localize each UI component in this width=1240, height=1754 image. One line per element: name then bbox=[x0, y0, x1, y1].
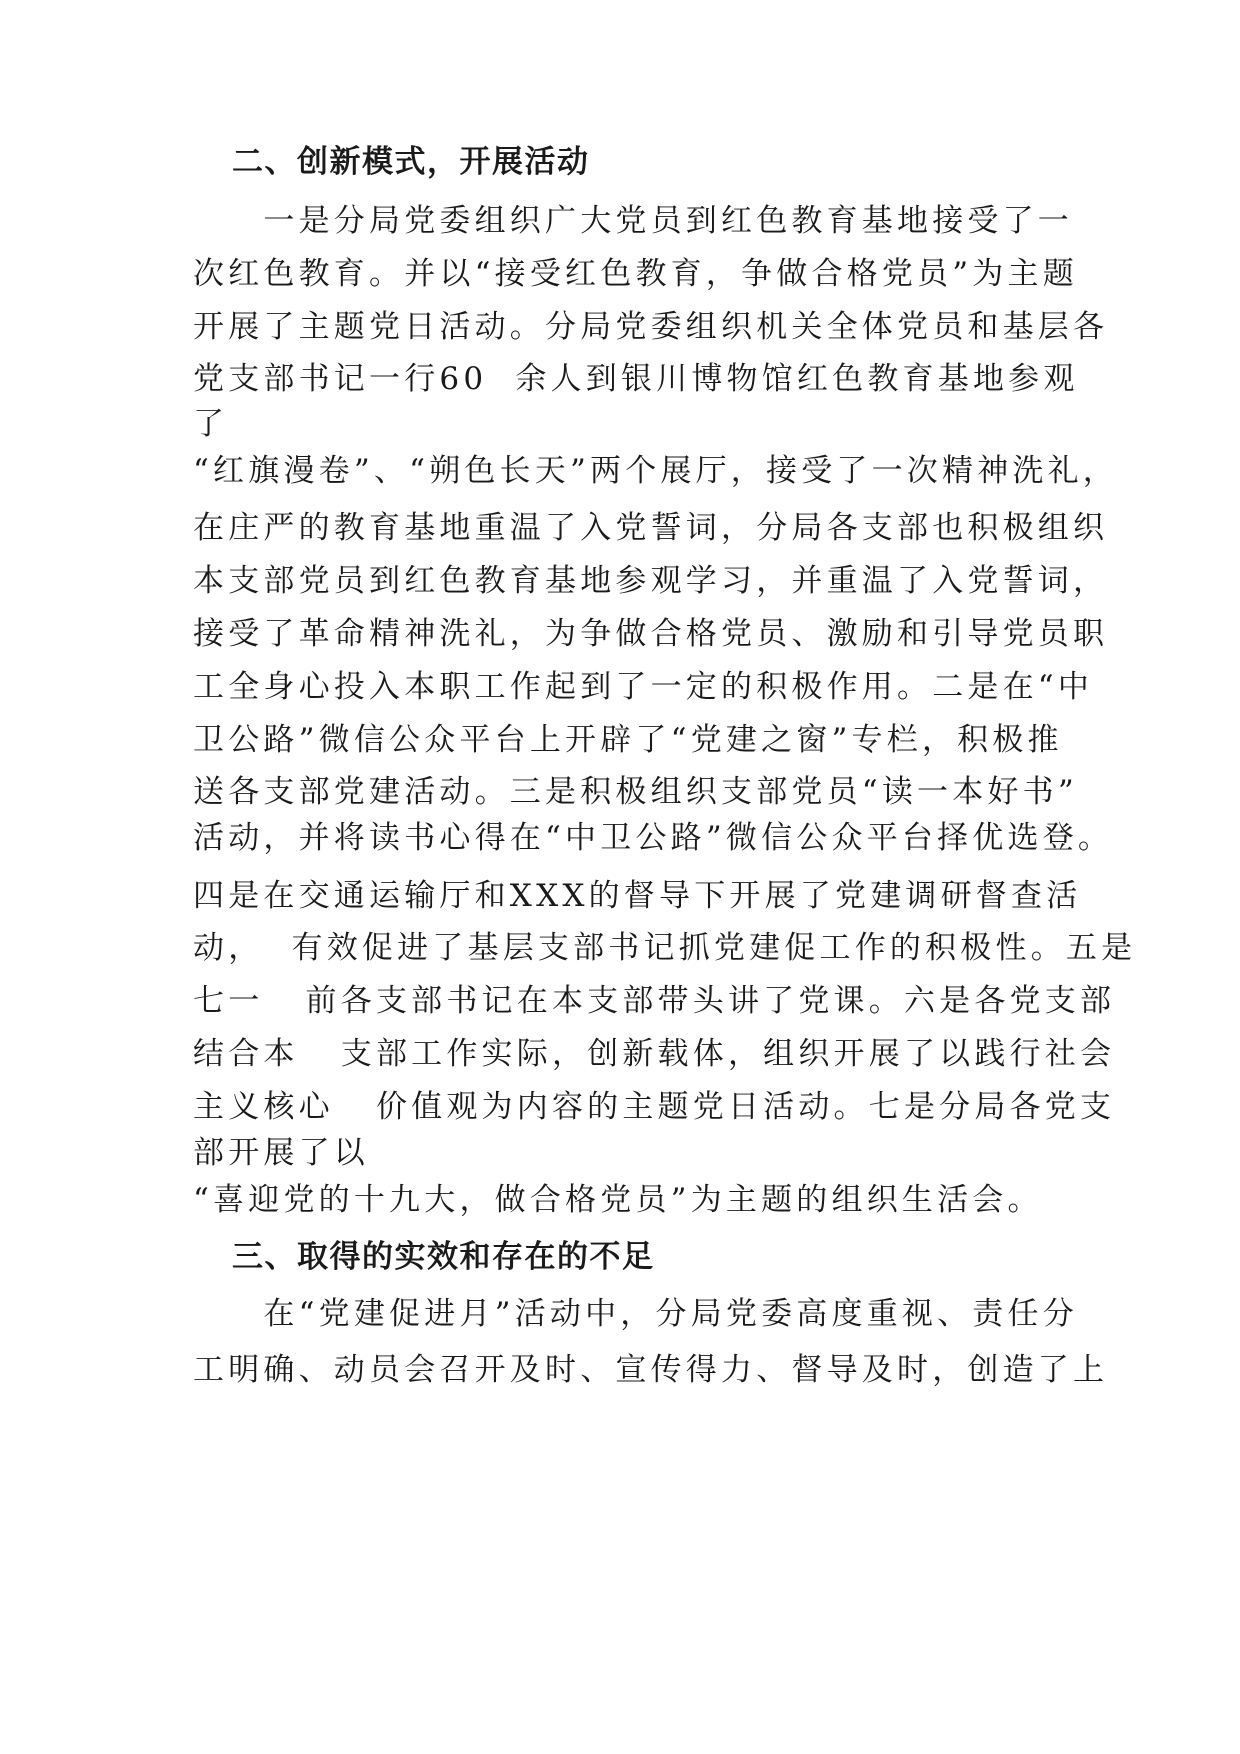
paragraph-line: 开展了主题党日活动。分局党委组织机关全体党员和基层各 bbox=[193, 309, 1109, 345]
paragraph-line: 工全身心投入本职工作起到了一定的积极作用。二是在“中 bbox=[193, 669, 1094, 705]
paragraph-line: 党支部书记一行60 余人到银川博物馆红色教育基地参观 bbox=[193, 361, 1079, 397]
paragraph-line: “红旗漫卷”、“朔色长天”两个展厅，接受了一次精神洗礼， bbox=[193, 453, 1118, 489]
paragraph-line: 了 bbox=[193, 406, 229, 442]
paragraph-line: 在“党建促进月”活动中，分局党委高度重视、责任分 bbox=[193, 1296, 1078, 1332]
paragraph-line: 部开展了以 bbox=[193, 1135, 369, 1171]
paragraph-line: 在庄严的教育基地重温了入党誓词，分局各支部也积极组织 bbox=[193, 510, 1109, 546]
paragraph-line: 四是在交通运输厅和XXX的督导下开展了党建调研督查活 bbox=[193, 878, 1082, 914]
paragraph-line: 活动，并将读书心得在“中卫公路”微信公众平台择优选登。 bbox=[193, 820, 1114, 856]
paragraph-line: 次红色教育。并以“接受红色教育，争做合格党员”为主题 bbox=[193, 256, 1078, 292]
paragraph-line: 七一 前各支部书记在本支部带头讲了党课。六是各党支部 bbox=[193, 983, 1116, 1019]
section-heading-3: 三、取得的实效和存在的不足 bbox=[232, 1239, 655, 1275]
paragraph-line: 动， 有效促进了基层支部书记抓党建促工作的积极性。五是 bbox=[193, 930, 1137, 966]
paragraph-line: 工明确、动员会召开及时、宣传得力、督导及时，创造了上 bbox=[193, 1352, 1109, 1388]
paragraph-line: 接受了革命精神洗礼，为争做合格党员、激励和引导党员职 bbox=[193, 616, 1109, 652]
paragraph-line: 结合本 支部工作实际，创新载体，组织开展了以践行社会 bbox=[193, 1036, 1116, 1072]
paragraph-line: 一是分局党委组织广大党员到红色教育基地接受了一 bbox=[193, 203, 1073, 239]
section-heading-2: 二、创新模式，开展活动 bbox=[232, 144, 590, 180]
paragraph-line: 主义核心 价值观为内容的主题党日活动。七是分局各党支 bbox=[193, 1089, 1116, 1125]
paragraph-line: 本支部党员到红色教育基地参观学习，并重温了入党誓词， bbox=[193, 563, 1109, 599]
paragraph-line: 送各支部党建活动。三是积极组织支部党员“读一本好书” bbox=[193, 774, 1078, 810]
paragraph-line: “喜迎党的十九大，做合格党员”为主题的组织生活会。 bbox=[193, 1182, 1043, 1218]
paragraph-line: 卫公路”微信公众平台上开辟了“党建之窗”专栏，积极推 bbox=[193, 722, 1063, 758]
